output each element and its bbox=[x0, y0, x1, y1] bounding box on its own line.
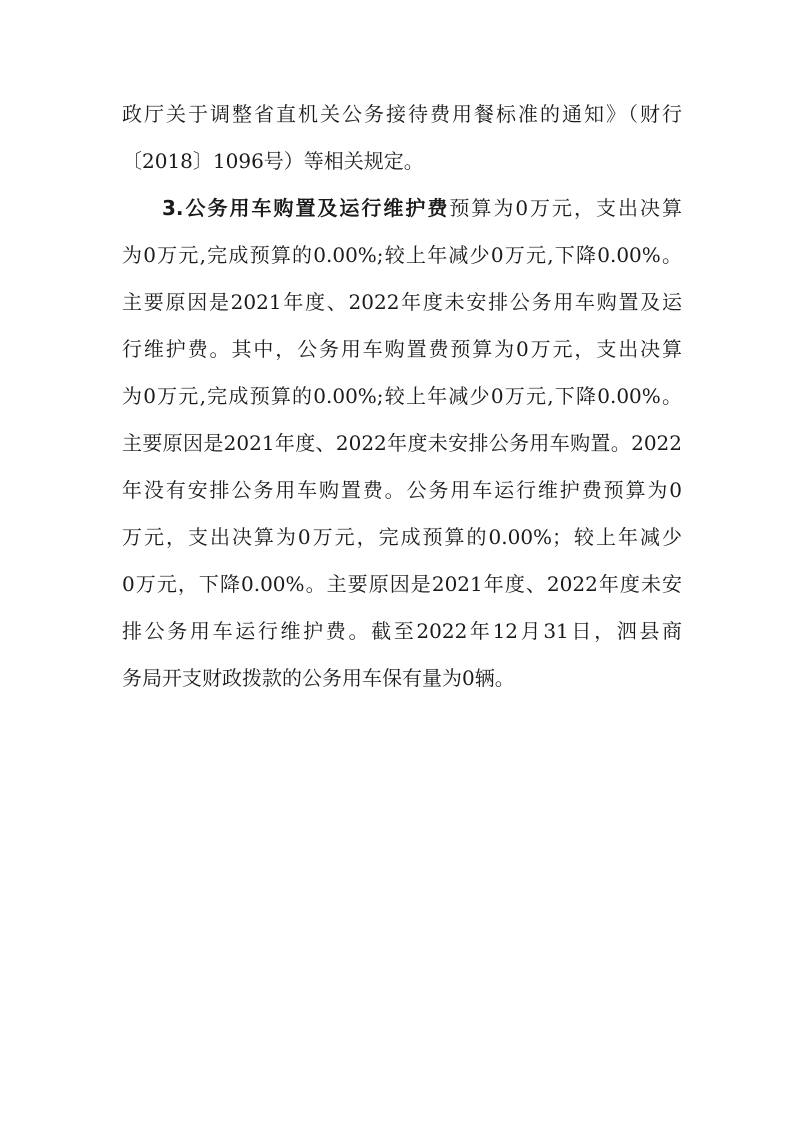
text-line-11: 0万元，下降0.00%。主要原因是2021年度、2022年度未安 bbox=[122, 572, 682, 596]
section-heading-bold: 3.公务用车购置及运行维护费 bbox=[162, 196, 450, 220]
text-line-12: 排公务用车运行维护费。截至2022年12月31日，泗县商 bbox=[122, 619, 682, 643]
text-line-10: 万元，支出决算为0万元，完成预算的0.00%；较上年减少 bbox=[122, 525, 682, 549]
text-line-8: 主要原因是2021年度、2022年度未安排公务用车购置。2022 bbox=[122, 431, 682, 455]
section-heading-rest: 预算为0万元，支出决算 bbox=[449, 196, 682, 220]
text-line-2: 〔2018〕1096号）等相关规定。 bbox=[122, 149, 424, 173]
text-line-5: 主要原因是2021年度、2022年度未安排公务用车购置及运 bbox=[122, 290, 682, 314]
section-heading-line bbox=[162, 190, 682, 226]
text-line-1: 政厅关于调整省直机关公务接待费用餐标准的通知》（财行 bbox=[122, 102, 682, 126]
text-line-4: 为0万元,完成预算的0.00%;较上年减少0万元,下降0.00%。 bbox=[122, 243, 682, 267]
text-line-9: 年没有安排公务用车购置费。公务用车运行维护费预算为0 bbox=[122, 478, 682, 502]
text-line-6: 行维护费。其中，公务用车购置费预算为0万元，支出决算 bbox=[122, 337, 682, 361]
text-line-7: 为0万元,完成预算的0.00%;较上年减少0万元,下降0.00%。 bbox=[122, 384, 682, 408]
text-line-13: 务局开支财政拨款的公务用车保有量为0辆。 bbox=[122, 666, 515, 690]
